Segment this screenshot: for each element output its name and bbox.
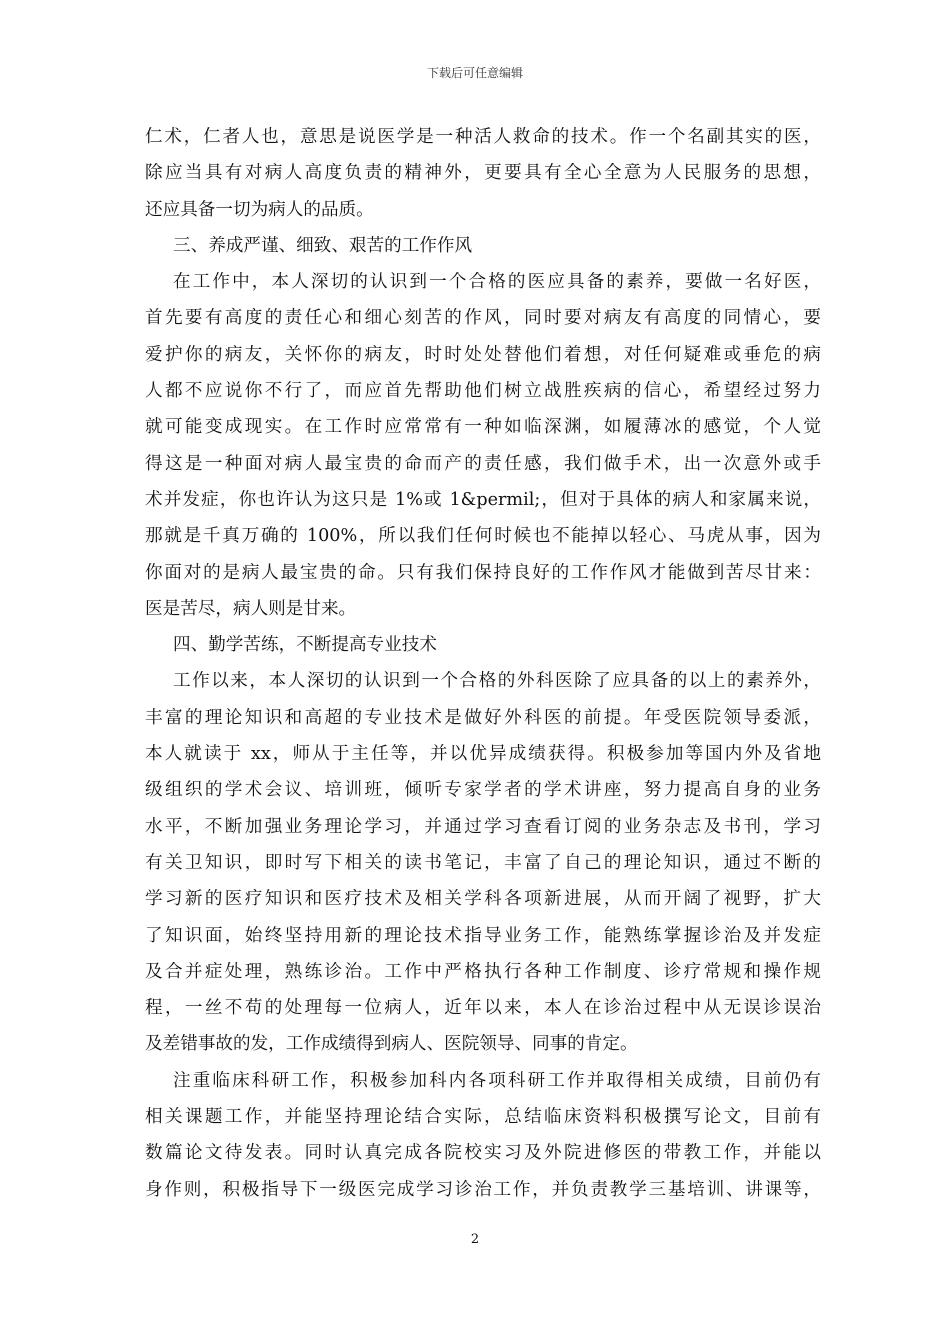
paragraph-line: 丰富的理论知识和高超的专业技术是做好外科医的前提。年受医院领导委派， [145, 707, 821, 728]
paragraph-line: 术并发症，你也许认为这只是 1%或 1&permil;，但对于具体的病人和家属来说， [145, 489, 821, 510]
section-heading: 四、勤学苦练，不断提高专业技术 [173, 635, 437, 656]
document-body [145, 122, 821, 1211]
paragraph-line: 得这是一种面对病人最宝贵的命而产的责任感，我们做手术，出一次意外或手 [145, 453, 821, 474]
paragraph-line: 级组织的学术会议、培训班，倾听专家学者的学术讲座，努力提高自身的业务 [145, 780, 821, 801]
paragraph-line: 还应具备一切为病人的品质。 [145, 199, 374, 220]
section-heading: 三、养成严谨、细致、艰苦的工作作风 [173, 235, 473, 256]
paragraph-line: 人都不应说你不行了，而应首先帮助他们树立战胜疾病的信心，希望经过努力 [145, 381, 821, 402]
paragraph-line: 有关卫知识，即时写下相关的读书笔记，丰富了自己的理论知识，通过不断的 [145, 852, 821, 873]
paragraph-line: 本人就读于 xx，师从于主任等，并以优异成绩获得。积极参加等国内外及省地 [145, 744, 821, 765]
paragraph-line: 注重临床科研工作，积极参加科内各项科研工作并取得相关成绩，目前仍有 [173, 1070, 821, 1091]
paragraph-line: 医是苦尽，病人则是甘来。 [145, 598, 357, 619]
paragraph-line: 相关课题工作，并能坚持理论结合实际，总结临床资料积极撰写论文，目前有 [145, 1107, 821, 1128]
page-number: 2 [470, 1232, 480, 1247]
paragraph-line: 及合并症处理，熟练诊治。工作中严格执行各种工作制度、诊疗常规和操作规 [145, 961, 821, 982]
paragraph-line: 在工作中，本人深切的认识到一个合格的医应具备的素养，要做一名好医， [173, 272, 821, 293]
paragraph-line: 爱护你的病友，关怀你的病友，时时处处替他们着想，对任何疑难或垂危的病 [145, 344, 821, 365]
paragraph-line: 身作则，积极指导下一级医完成学习诊治工作，并负责教学三基培训、讲课等， [145, 1179, 821, 1200]
paragraph-line: 那就是千真万确的 100%，所以我们任何时候也不能掉以轻心、马虎从事，因为 [145, 526, 821, 547]
paragraph-line: 了知识面，始终坚持用新的理论技术指导业务工作，能熟练掌握诊治及并发症 [145, 925, 821, 946]
page-header: 下载后可任意编辑 [426, 66, 523, 80]
paragraph-line: 工作以来，本人深切的认识到一个合格的外科医除了应具备的以上的素养外， [173, 671, 821, 692]
paragraph-line: 水平，不断加强业务理论学习，并通过学习查看订阅的业务杂志及书刊，学习 [145, 816, 821, 837]
paragraph-line: 除应当具有对病人高度负责的精神外，更要具有全心全意为人民服务的思想， [145, 163, 821, 184]
paragraph-line: 仁术，仁者人也，意思是说医学是一种活人救命的技术。作一个名副其实的医， [145, 127, 821, 147]
paragraph-line: 首先要有高度的责任心和细心刻苦的作风，同时要对病友有高度的同情心，要 [145, 308, 821, 329]
paragraph-line: 学习新的医疗知识和医疗技术及相关学科各项新进展，从而开阔了视野，扩大 [145, 889, 821, 910]
paragraph-line: 你面对的是病人最宝贵的命。只有我们保持良好的工作作风才能做到苦尽甘来： [145, 562, 821, 583]
paragraph-line: 数篇论文待发表。同时认真完成各院校实习及外院进修医的带教工作，并能以 [145, 1143, 821, 1164]
paragraph-line: 及差错事故的发，工作成绩得到病人、医院领导、同事的肯定。 [145, 1034, 638, 1055]
paragraph-line: 就可能变成现实。在工作时应常常有一种如临深渊，如履薄冰的感觉，个人觉 [145, 417, 821, 438]
paragraph-line: 程，一丝不苟的处理每一位病人，近年以来，本人在诊治过程中从无误诊误治 [145, 998, 821, 1019]
